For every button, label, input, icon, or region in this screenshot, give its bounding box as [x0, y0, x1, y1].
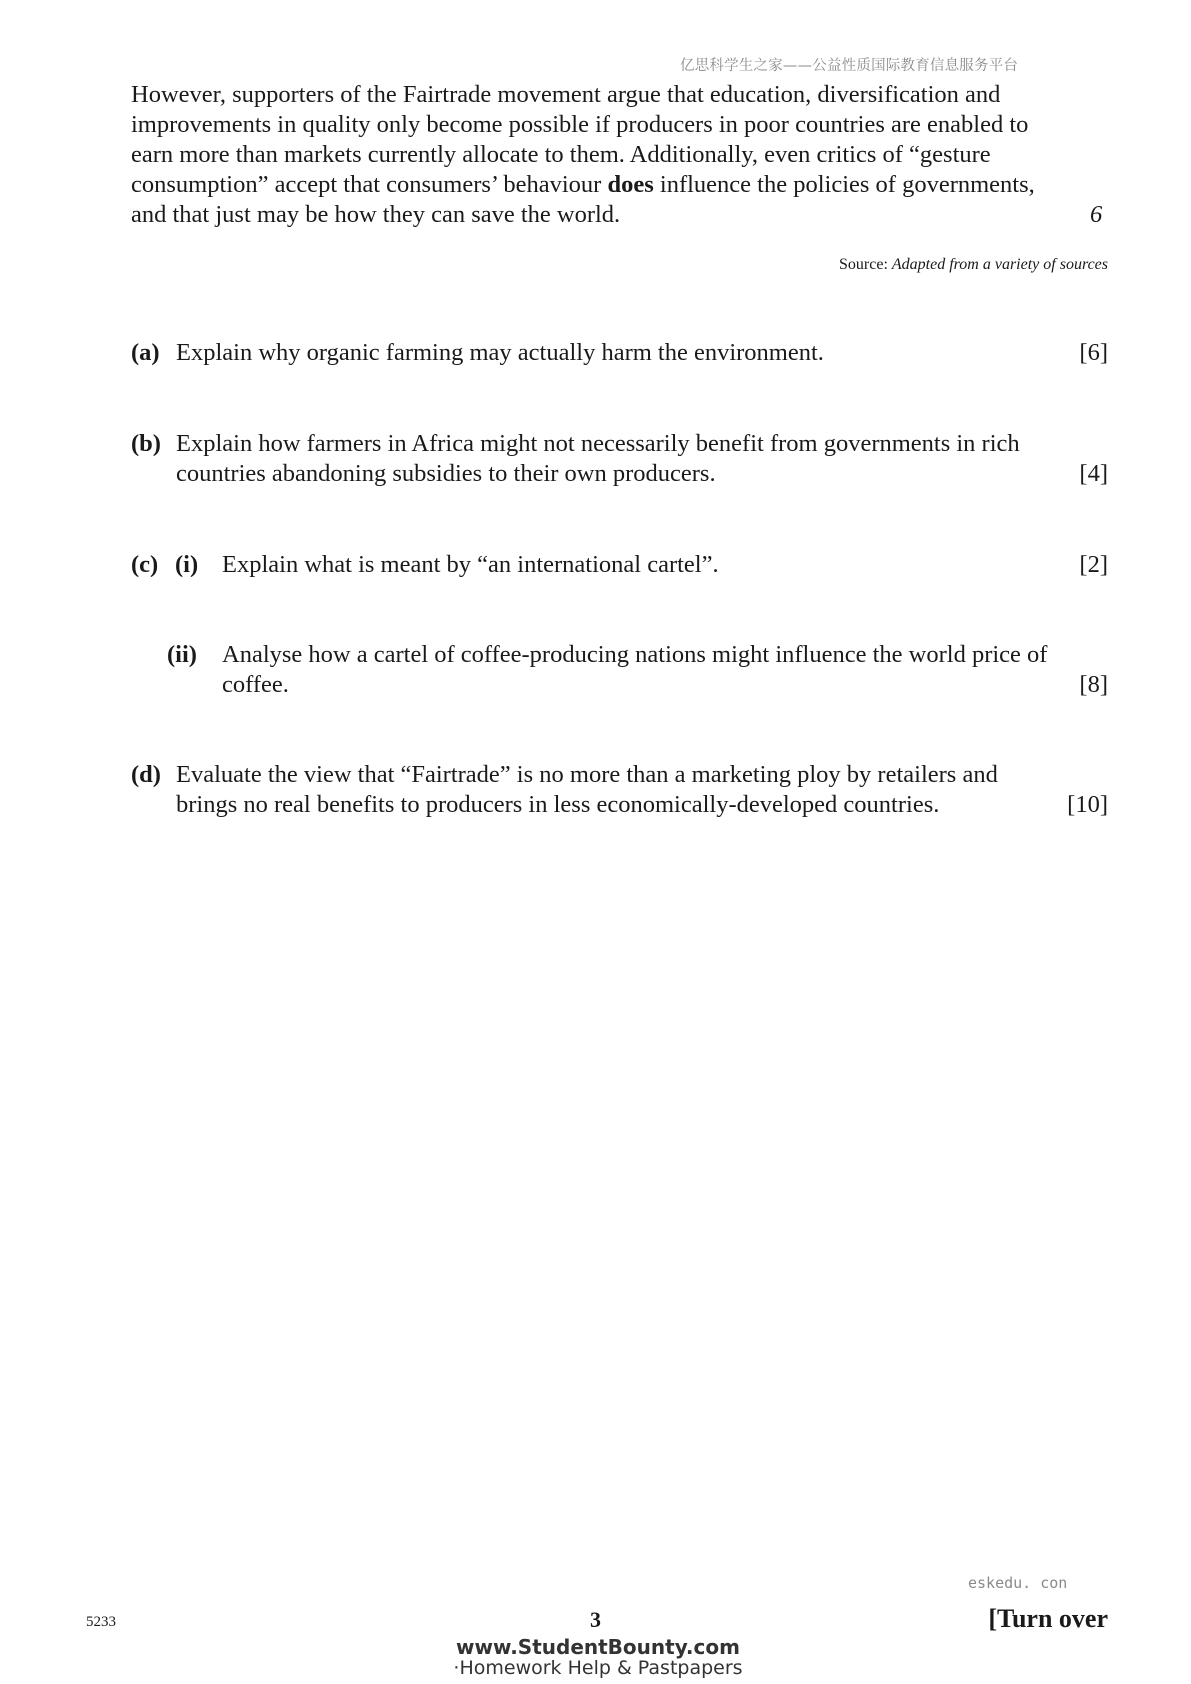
- question-marks: [4]: [1079, 460, 1108, 487]
- studentbounty-tagline: ·Homework Help & Pastpapers: [453, 1657, 743, 1679]
- passage-text-2: influence the policies of governments, and that just may be how they can save the world.: [131, 171, 1035, 228]
- question-b: [131, 429, 1108, 491]
- question-marks: [2]: [1079, 551, 1108, 578]
- turn-over-label: [Turn over: [988, 1604, 1108, 1633]
- question-label: (b): [131, 430, 161, 457]
- question-d: [131, 760, 1108, 822]
- question-marks: [10]: [1067, 791, 1108, 818]
- studentbounty-watermark: [448, 1636, 748, 1678]
- question-marks: [6]: [1079, 339, 1108, 366]
- question-text: Explain why organic farming may actually harm the environment.: [176, 339, 824, 366]
- passage-bold-word: does: [607, 171, 654, 198]
- question-label: (d): [131, 761, 161, 788]
- question-a: [131, 338, 1108, 370]
- header-watermark: 亿思科学生之家——公益性质国际教育信息服务平台: [680, 58, 1019, 74]
- question-marks: [8]: [1079, 671, 1108, 698]
- passage-text-1: However, supporters of the Fairtrade movement argue that education, diversification and improvements in quality only become possible if producers in poor countries are enabled to earn more than markets currently allocate to them. Additionally, even critics of “gesture consumption” accept that consumers’ behaviour: [131, 81, 1029, 198]
- question-c-ii: [131, 640, 1108, 702]
- question-text-line1: Evaluate the view that “Fairtrade” is no more than a marketing ploy by retailers and: [176, 761, 998, 788]
- question-c-i: [131, 550, 1108, 582]
- question-sublabel: (ii): [167, 641, 197, 668]
- line-number: 6: [1090, 201, 1103, 228]
- source-citation: [839, 256, 1108, 274]
- eskedu-watermark: eskedu. con: [968, 1574, 1068, 1592]
- question-text-line1: Analyse how a cartel of coffee-producing nations might influence the world price of: [222, 641, 1048, 668]
- question-sublabel: (i): [175, 551, 199, 578]
- source-text: Adapted from a variety of sources: [891, 256, 1108, 273]
- question-text: Explain what is meant by “an international cartel”.: [222, 551, 719, 578]
- question-label: (a): [131, 339, 160, 366]
- passage-paragraph: [131, 80, 1061, 230]
- question-text-line1: Explain how farmers in Africa might not necessarily benefit from governments in rich: [176, 430, 1020, 457]
- studentbounty-url: www.StudentBounty.com: [456, 1635, 740, 1659]
- page-number: 3: [590, 1607, 601, 1632]
- question-text-line2: brings no real benefits to producers in less economically-developed countries.: [176, 791, 940, 818]
- question-text-line2: coffee.: [222, 671, 289, 698]
- question-text-line2: countries abandoning subsidies to their own producers.: [176, 460, 716, 487]
- paper-code: 5233: [86, 1614, 116, 1630]
- source-label: Source:: [839, 256, 888, 273]
- question-label: (c): [131, 551, 159, 578]
